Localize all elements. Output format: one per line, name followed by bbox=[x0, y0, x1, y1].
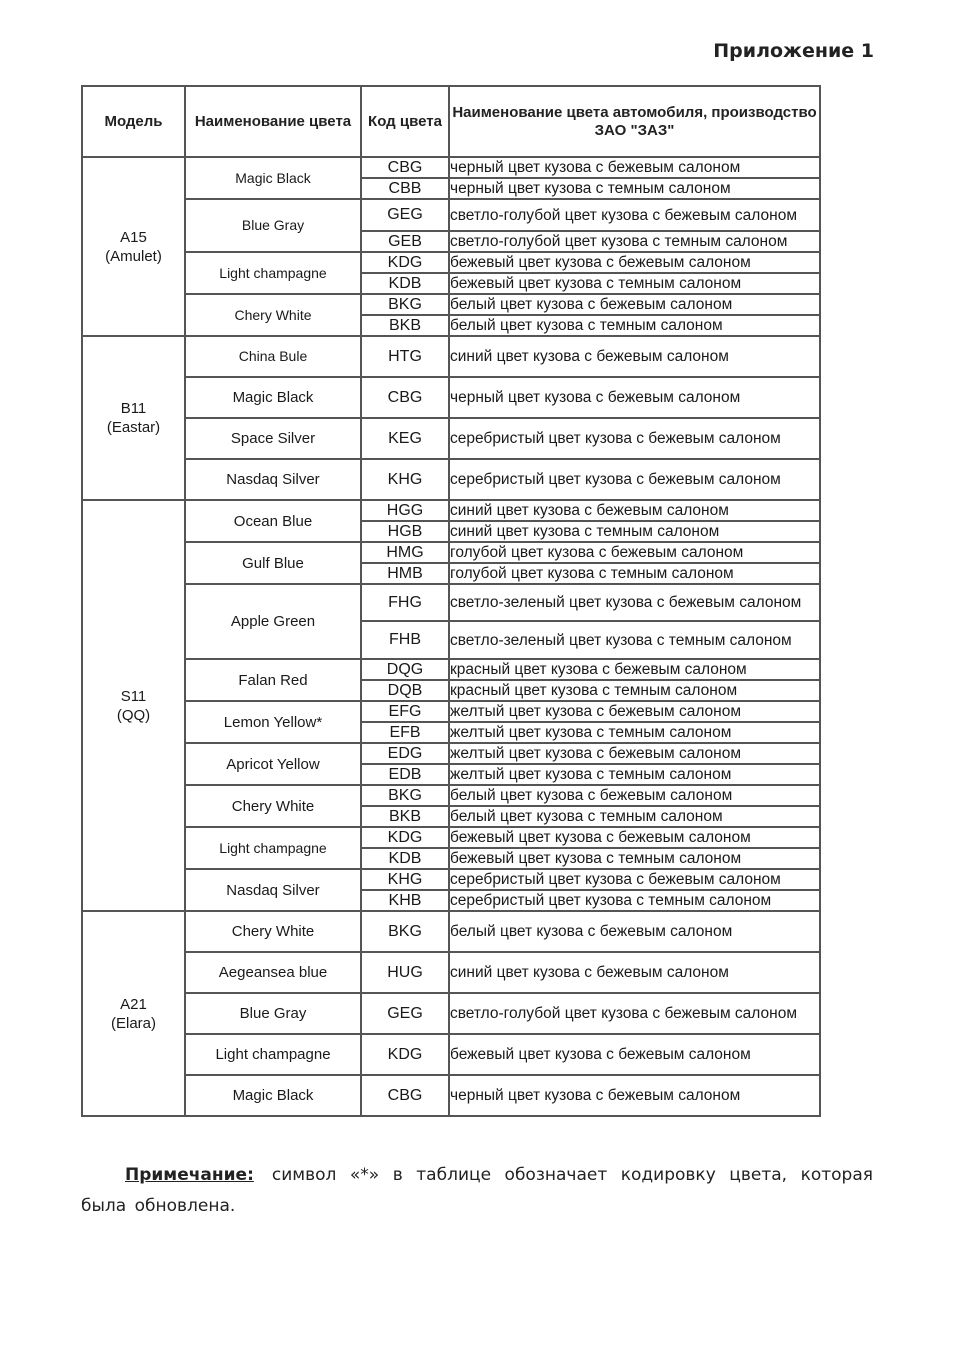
color-description-cell: черный цвет кузова с бежевым салоном bbox=[449, 1075, 820, 1116]
color-codes-table bbox=[81, 85, 821, 1117]
color-description-cell: серебристый цвет кузова с бежевым салоном bbox=[449, 869, 820, 890]
color-name-cell: Light champagne bbox=[185, 827, 361, 869]
color-code-cell: KDG bbox=[361, 827, 449, 848]
table-row bbox=[82, 827, 820, 848]
color-name-cell: Gulf Blue bbox=[185, 542, 361, 584]
color-code-cell: CBG bbox=[361, 157, 449, 178]
color-description-cell: светло-голубой цвет кузова с бежевым салоном bbox=[449, 199, 820, 231]
color-description-cell: черный цвет кузова с темным салоном bbox=[449, 178, 820, 199]
table-row bbox=[82, 377, 820, 418]
color-description-cell: синий цвет кузова с бежевым салоном bbox=[449, 336, 820, 377]
color-code-cell: EFB bbox=[361, 722, 449, 743]
color-description-cell: желтый цвет кузова с бежевым салоном bbox=[449, 743, 820, 764]
color-description-cell: бежевый цвет кузова с темным салоном bbox=[449, 273, 820, 294]
color-description-cell: синий цвет кузова с бежевым салоном bbox=[449, 500, 820, 521]
color-description-cell: светло-голубой цвет кузова с бежевым салоном bbox=[449, 993, 820, 1034]
color-name-cell: Blue Gray bbox=[185, 993, 361, 1034]
model-cell bbox=[82, 157, 185, 336]
table-row bbox=[82, 252, 820, 273]
color-description-cell: желтый цвет кузова с темным салоном bbox=[449, 764, 820, 785]
model-label: (Amulet) bbox=[105, 247, 162, 265]
color-description-cell: черный цвет кузова с бежевым салоном bbox=[449, 377, 820, 418]
model-cell bbox=[82, 911, 185, 1116]
color-description-cell: белый цвет кузова с темным салоном bbox=[449, 315, 820, 336]
color-description-cell: светло-зеленый цвет кузова с бежевым салоном bbox=[449, 584, 820, 621]
color-description-cell: белый цвет кузова с бежевым салоном bbox=[449, 785, 820, 806]
color-name-cell: Nasdaq Silver bbox=[185, 869, 361, 911]
color-name-cell: Apricot Yellow bbox=[185, 743, 361, 785]
color-code-cell: GEG bbox=[361, 993, 449, 1034]
color-code-cell: KDG bbox=[361, 1034, 449, 1075]
color-code-cell: HGB bbox=[361, 521, 449, 542]
color-name-cell: Light champagne bbox=[185, 1034, 361, 1075]
model-label: (QQ) bbox=[116, 706, 151, 724]
color-name-cell: Apple Green bbox=[185, 584, 361, 659]
color-code-cell: HGG bbox=[361, 500, 449, 521]
color-description-cell: светло-зеленый цвет кузова с темным салоном bbox=[449, 621, 820, 659]
color-name-cell: Space Silver bbox=[185, 418, 361, 459]
color-code-cell: KDB bbox=[361, 273, 449, 294]
color-code-cell: DQG bbox=[361, 659, 449, 680]
color-name-cell: Chery White bbox=[185, 785, 361, 827]
color-code-cell: FHG bbox=[361, 584, 449, 621]
model-label: (Eastar) bbox=[106, 419, 161, 436]
table-row bbox=[82, 701, 820, 722]
color-description-cell: желтый цвет кузова с темным салоном bbox=[449, 722, 820, 743]
model-cell bbox=[82, 336, 185, 500]
color-code-cell: CBG bbox=[361, 377, 449, 418]
color-name-cell: Magic Black bbox=[185, 157, 361, 199]
color-description-cell: бежевый цвет кузова с темным салоном bbox=[449, 848, 820, 869]
color-name-cell: Nasdaq Silver bbox=[185, 459, 361, 500]
color-description-cell: черный цвет кузова с бежевым салоном bbox=[449, 157, 820, 178]
color-name-cell: Lemon Yellow* bbox=[185, 701, 361, 743]
model-label: B11 bbox=[120, 400, 147, 417]
color-description-cell: серебристый цвет кузова с бежевым салоном bbox=[449, 418, 820, 459]
table-row bbox=[82, 911, 820, 952]
table-row bbox=[82, 952, 820, 993]
color-description-cell: голубой цвет кузова с бежевым салоном bbox=[449, 542, 820, 563]
color-description-cell: синий цвет кузова с темным салоном bbox=[449, 521, 820, 542]
header-color-name: Наименование цвета bbox=[185, 86, 361, 157]
table-row bbox=[82, 500, 820, 521]
color-description-cell: белый цвет кузова с бежевым салоном bbox=[449, 911, 820, 952]
color-name-cell: Ocean Blue bbox=[185, 500, 361, 542]
color-code-cell: BKB bbox=[361, 806, 449, 827]
color-code-cell: BKG bbox=[361, 911, 449, 952]
color-code-cell: HMG bbox=[361, 542, 449, 563]
color-name-cell: Chery White bbox=[185, 294, 361, 336]
model-label: S11 bbox=[120, 687, 147, 705]
table-row bbox=[82, 418, 820, 459]
color-code-cell: CBB bbox=[361, 178, 449, 199]
color-description-cell: светло-голубой цвет кузова с темным салоном bbox=[449, 231, 820, 252]
table-row bbox=[82, 743, 820, 764]
color-description-cell: бежевый цвет кузова с бежевым салоном bbox=[449, 252, 820, 273]
color-description-cell: белый цвет кузова с темным салоном bbox=[449, 806, 820, 827]
color-description-cell: синий цвет кузова с бежевым салоном bbox=[449, 952, 820, 993]
color-code-cell: GEG bbox=[361, 199, 449, 231]
color-code-cell: KHB bbox=[361, 890, 449, 911]
color-description-cell: бежевый цвет кузова с бежевым салоном bbox=[449, 1034, 820, 1075]
color-code-cell: BKB bbox=[361, 315, 449, 336]
note-label: Примечание: bbox=[125, 1165, 254, 1185]
color-description-cell: красный цвет кузова с бежевым салоном bbox=[449, 659, 820, 680]
color-description-cell: голубой цвет кузова с темным салоном bbox=[449, 563, 820, 584]
color-code-cell: GEB bbox=[361, 231, 449, 252]
table-row bbox=[82, 1075, 820, 1116]
color-code-cell: EFG bbox=[361, 701, 449, 722]
color-description-cell: красный цвет кузова с темным салоном bbox=[449, 680, 820, 701]
color-code-cell: HMB bbox=[361, 563, 449, 584]
color-code-cell: HTG bbox=[361, 336, 449, 377]
color-code-cell: BKG bbox=[361, 294, 449, 315]
color-name-cell: Magic Black bbox=[185, 377, 361, 418]
table-row bbox=[82, 993, 820, 1034]
table-row bbox=[82, 199, 820, 231]
color-name-cell: Blue Gray bbox=[185, 199, 361, 252]
table-header-row bbox=[82, 86, 820, 157]
color-description-cell: серебристый цвет кузова с бежевым салоном bbox=[449, 459, 820, 500]
color-name-cell: Light champagne bbox=[185, 252, 361, 294]
color-name-cell: Magic Black bbox=[185, 1075, 361, 1116]
note-paragraph bbox=[81, 1160, 873, 1222]
header-model: Модель bbox=[82, 86, 185, 157]
color-description-cell: желтый цвет кузова с бежевым салоном bbox=[449, 701, 820, 722]
color-code-cell: FHB bbox=[361, 621, 449, 659]
color-name-cell: Chery White bbox=[185, 911, 361, 952]
color-code-cell: KEG bbox=[361, 418, 449, 459]
color-code-cell: BKG bbox=[361, 785, 449, 806]
color-code-cell: KHG bbox=[361, 459, 449, 500]
color-code-cell: KDG bbox=[361, 252, 449, 273]
color-description-cell: серебристый цвет кузова с темным салоном bbox=[449, 890, 820, 911]
header-color-code: Код цвета bbox=[361, 86, 449, 157]
color-code-cell: KHG bbox=[361, 869, 449, 890]
table-row bbox=[82, 869, 820, 890]
color-code-cell: DQB bbox=[361, 680, 449, 701]
model-label: A21 bbox=[120, 995, 147, 1013]
model-cell bbox=[82, 500, 185, 911]
color-name-cell: Falan Red bbox=[185, 659, 361, 701]
color-code-cell: KDB bbox=[361, 848, 449, 869]
table-row bbox=[82, 294, 820, 315]
model-label: (Elara) bbox=[110, 1014, 156, 1032]
note-text: символ «*» в таблице обозначает кодировку цвета, которая была обновлена. bbox=[81, 1165, 873, 1216]
color-name-cell: China Bule bbox=[185, 336, 361, 377]
table-row bbox=[82, 459, 820, 500]
table-body bbox=[82, 157, 820, 1116]
color-code-cell: HUG bbox=[361, 952, 449, 993]
color-description-cell: бежевый цвет кузова с бежевым салоном bbox=[449, 827, 820, 848]
color-description-cell: белый цвет кузова с бежевым салоном bbox=[449, 294, 820, 315]
table-row bbox=[82, 584, 820, 621]
color-name-cell: Aegeansea blue bbox=[185, 952, 361, 993]
color-code-cell: EDB bbox=[361, 764, 449, 785]
table-row bbox=[82, 336, 820, 377]
color-code-cell: CBG bbox=[361, 1075, 449, 1116]
header-color-description: Наименование цвета автомобиля, производство ЗАО "ЗАЗ" bbox=[449, 86, 820, 157]
color-code-cell: EDG bbox=[361, 743, 449, 764]
table-row bbox=[82, 157, 820, 178]
table-row bbox=[82, 1034, 820, 1075]
appendix-title: Приложение 1 bbox=[713, 40, 874, 62]
table-row bbox=[82, 659, 820, 680]
table-row bbox=[82, 542, 820, 563]
table-row bbox=[82, 785, 820, 806]
model-label: A15 bbox=[120, 228, 147, 246]
